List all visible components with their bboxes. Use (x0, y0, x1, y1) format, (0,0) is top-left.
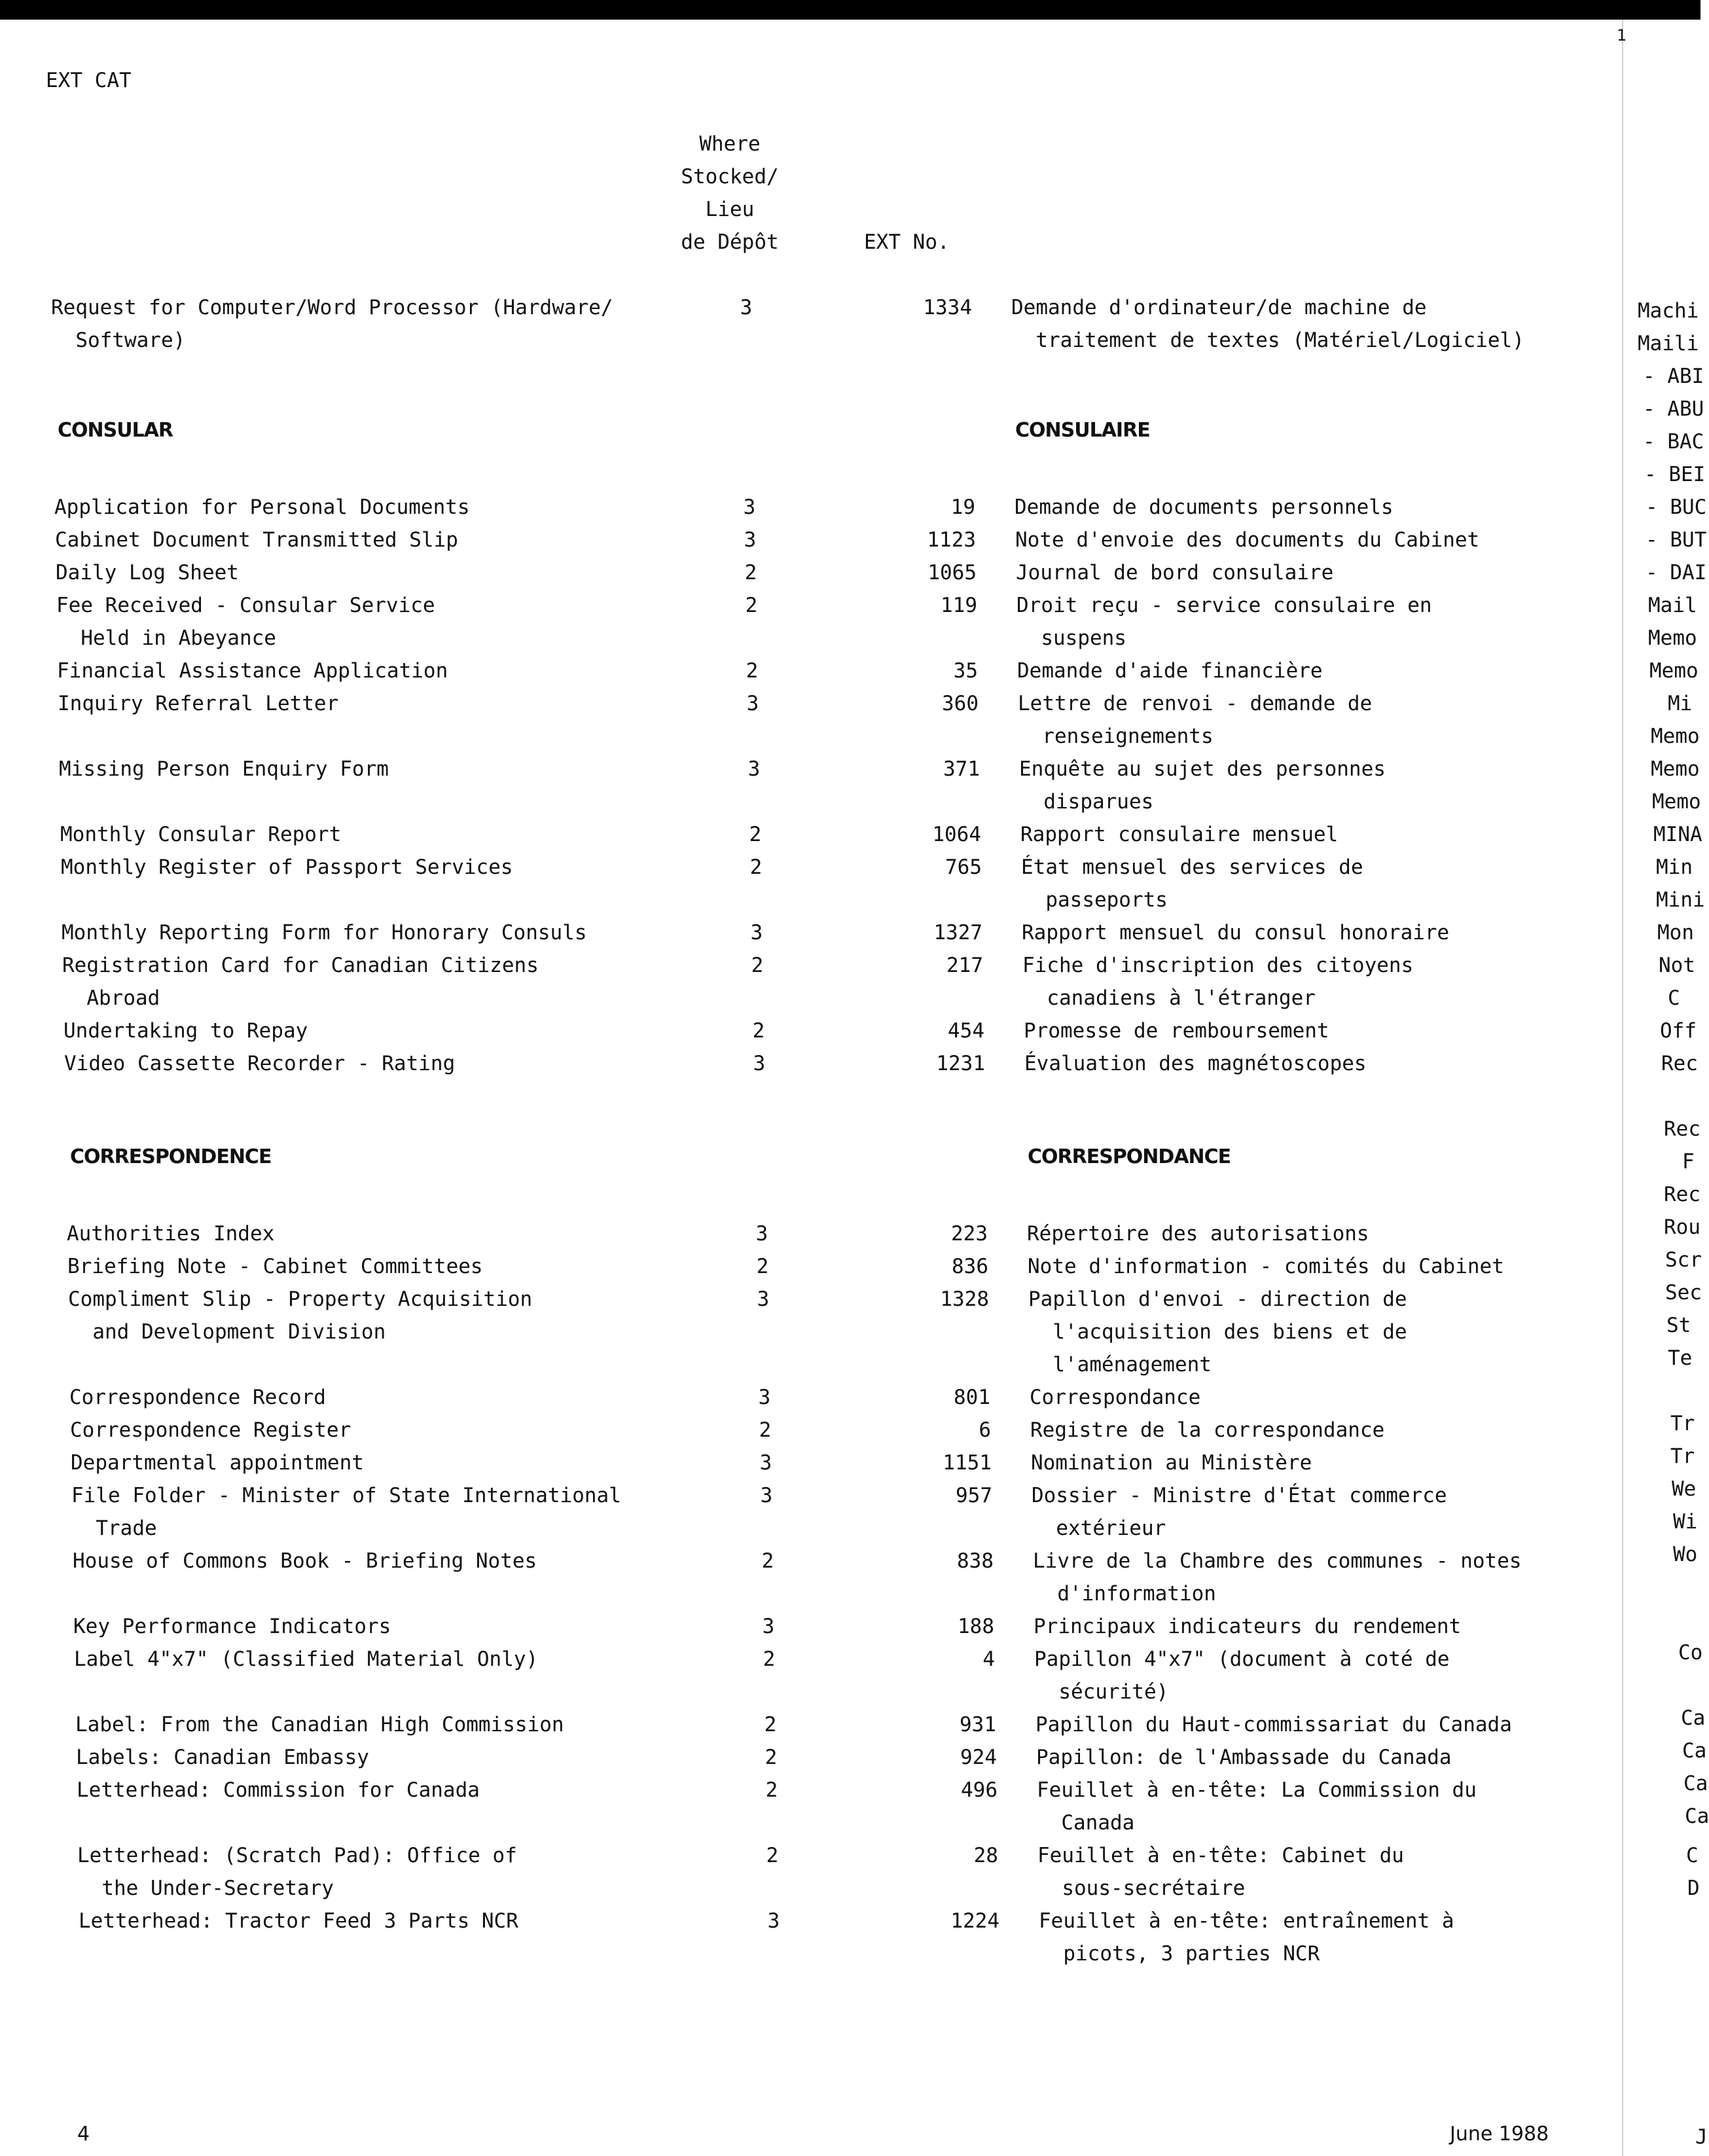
item-stock-location: 2 (759, 1418, 772, 1442)
item-stock-location: 2 (746, 659, 759, 683)
item-ext-number: 6 (979, 1418, 991, 1442)
cropped-text-fragment: C (1686, 1844, 1699, 1867)
item-stock-location: 3 (743, 495, 756, 519)
page-fold-line (1622, 20, 1623, 2156)
item-title-en: Departmental appointment (71, 1451, 364, 1475)
cropped-text-fragment: - DAI (1646, 561, 1707, 584)
item-ext-number: 371 (943, 757, 980, 781)
item-ext-number: 188 (958, 1615, 994, 1638)
item-stock-location: 3 (767, 1909, 780, 1933)
cropped-text-fragment: Ca (1685, 1805, 1709, 1828)
item-ext-number: 957 (956, 1484, 992, 1507)
item-stock-location: 2 (763, 1647, 776, 1671)
item-ext-number: 1231 (936, 1052, 985, 1075)
cropped-text-fragment: - ABU (1643, 397, 1704, 421)
item-title-fr: Demande de documents personnels (1015, 495, 1394, 519)
item-ext-number: 217 (946, 954, 983, 977)
item-title-fr: Lettre de renvoi - demande de renseignements (1018, 692, 1373, 748)
item-ext-number: 19 (950, 495, 975, 519)
cropped-text-fragment: St (1666, 1314, 1691, 1337)
item-ext-number: 28 (973, 1844, 998, 1867)
cropped-text-fragment: F (1682, 1150, 1695, 1174)
item-title-fr: Note d'information - comités du Cabinet (1028, 1255, 1504, 1278)
item-title-en: Undertaking to Repay (63, 1019, 308, 1043)
cropped-text-fragment: Sec (1665, 1281, 1702, 1304)
item-stock-location: 2 (744, 561, 757, 584)
cropped-text-fragment: Memo (1652, 790, 1701, 814)
item-stock-location: 3 (753, 1052, 766, 1075)
item-ext-number: 1224 (950, 1909, 999, 1933)
item-stock-location: 3 (759, 1451, 772, 1475)
cropped-text-fragment: - BEI (1644, 463, 1706, 486)
cropped-text-fragment: - ABI (1643, 365, 1704, 388)
item-stock-location: 2 (764, 1713, 777, 1736)
publication-date: June 1988 (1450, 2123, 1549, 2146)
cropped-text-fragment: We (1672, 1477, 1697, 1501)
section-heading-en: CORRESPONDENCE (70, 1145, 272, 1168)
cropped-text-fragment: Memo (1649, 659, 1699, 683)
item-ext-number: 35 (953, 659, 978, 683)
item-title-en: Monthly Reporting Form for Honorary Consuls (62, 921, 587, 944)
item-title-en: Labels: Canadian Embassy (76, 1746, 369, 1769)
cropped-text-fragment: Ca (1683, 1772, 1708, 1795)
item-title-en: Financial Assistance Application (57, 659, 448, 683)
item-title-fr: Journal de bord consulaire (1016, 561, 1334, 584)
item-title-en: Cabinet Document Transmitted Slip (55, 528, 458, 552)
cropped-text-fragment: Te (1668, 1346, 1693, 1370)
item-title-en: Key Performance Indicators (73, 1615, 391, 1638)
item-title-fr: Feuillet à en-tête: Cabinet du sous-secrétaire (1037, 1844, 1404, 1900)
item-stock-location: 3 (750, 921, 763, 944)
cropped-text-fragment: - BUC (1646, 495, 1707, 519)
item-ext-number: 4 (982, 1647, 995, 1671)
item-title-en: Daily Log Sheet (56, 561, 239, 584)
column-header-where-stocked: Where Stocked/ Lieu de Dépôt (681, 132, 779, 254)
cropped-text-fragment: Min (1656, 855, 1693, 879)
item-ext-number: 931 (960, 1713, 996, 1736)
item-title-en: Label 4"x7" (Classified Material Only) (74, 1647, 539, 1671)
item-title-fr: Enquête au sujet des personnes disparues (1019, 757, 1386, 814)
cropped-text-fragment: Mon (1657, 921, 1694, 944)
item-title-fr: Papillon d'envoi - direction de l'acquisition des biens et de l'aménagement (1028, 1287, 1407, 1376)
item-title-fr: Livre de la Chambre des communes - notes d'information (1033, 1549, 1522, 1606)
cropped-text-fragment: Wi (1673, 1510, 1698, 1534)
cropped-text-fragment: Ca (1681, 1706, 1706, 1730)
cropped-text-fragment: Tr (1670, 1445, 1695, 1468)
item-stock-location: 3 (762, 1615, 775, 1638)
item-title-fr: Répertoire des autorisations (1027, 1222, 1369, 1246)
item-ext-number: 801 (954, 1386, 990, 1409)
item-title-fr: Feuillet à en-tête: La Commission du Canada (1037, 1778, 1477, 1835)
item-ext-number: 496 (961, 1778, 998, 1802)
item-ext-number: 1151 (943, 1451, 992, 1475)
item-title-fr: Nomination au Ministère (1031, 1451, 1312, 1475)
page-number: 4 (77, 2123, 90, 2146)
cropped-text-fragment: Rec (1664, 1183, 1700, 1206)
cropped-text-fragment: Rou (1664, 1215, 1700, 1239)
item-title-en: Correspondence Record (69, 1386, 326, 1409)
item-title-en: Letterhead: (Scratch Pad): Office of the Under-Secretary (77, 1844, 517, 1900)
item-title-en: Request for Computer/Word Processor (Hardware/ Software) (51, 296, 613, 352)
cropped-text-fragment: Scr (1665, 1248, 1702, 1272)
item-stock-location: 2 (756, 1255, 769, 1278)
cropped-text-fragment: Not (1659, 954, 1695, 977)
item-ext-number: 119 (941, 594, 977, 617)
scan-top-border (0, 0, 1700, 20)
item-stock-location: 3 (744, 528, 757, 552)
cropped-text-fragment: Mi (1668, 692, 1693, 715)
item-ext-number: 838 (957, 1549, 994, 1573)
item-title-en: Monthly Consular Report (60, 823, 342, 846)
item-title-en: Inquiry Referral Letter (58, 692, 339, 715)
item-title-fr: État mensuel des services de passeports (1021, 855, 1363, 912)
item-ext-number: 1065 (927, 561, 977, 584)
item-title-fr: Évaluation des magnétoscopes (1024, 1052, 1367, 1075)
cropped-text-fragment: Memo (1648, 626, 1697, 650)
item-title-fr: Principaux indicateurs du rendement (1034, 1615, 1462, 1638)
item-stock-location: 3 (755, 1222, 768, 1246)
item-title-en: File Folder - Minister of State International Trade (71, 1484, 621, 1540)
item-stock-location: 2 (749, 823, 762, 846)
cropped-text-fragment: Memo (1651, 757, 1700, 781)
cropped-text-fragment: C (1668, 986, 1680, 1010)
item-title-fr: Rapport mensuel du consul honoraire (1022, 921, 1450, 944)
item-title-fr: Papillon du Haut-commissariat du Canada (1035, 1713, 1512, 1736)
item-title-en: Authorities Index (67, 1222, 275, 1246)
item-ext-number: 223 (951, 1222, 988, 1246)
item-stock-location: 2 (765, 1778, 778, 1802)
item-ext-number: 765 (945, 855, 982, 879)
item-stock-location: 2 (751, 954, 764, 977)
cropped-text-fragment: D (1687, 1877, 1700, 1900)
item-title-fr: Demande d'ordinateur/de machine de traitement de textes (Matériel/Logiciel) (1011, 296, 1524, 352)
item-title-fr: Promesse de remboursement (1024, 1019, 1329, 1043)
cropped-text-fragment: Memo (1651, 725, 1700, 748)
item-title-fr: Droit reçu - service consulaire en suspens (1016, 594, 1432, 650)
item-ext-number: 1327 (933, 921, 982, 944)
item-title-fr: Feuillet à en-tête: entraînement à picots, 3 parties NCR (1039, 1909, 1454, 1966)
item-stock-location: 3 (747, 757, 761, 781)
item-title-fr: Fiche d'inscription des citoyens canadiens à l'étranger (1022, 954, 1414, 1010)
section-heading-fr: CORRESPONDANCE (1028, 1145, 1231, 1168)
item-title-fr: Papillon 4"x7" (document à coté de sécurité) (1034, 1647, 1450, 1704)
cropped-text-fragment: Off (1660, 1019, 1697, 1043)
item-ext-number: 1064 (932, 823, 981, 846)
item-stock-location: 3 (758, 1386, 771, 1409)
item-title-en: Application for Personal Documents (54, 495, 470, 519)
column-header-ext-number: EXT No. (864, 230, 950, 254)
item-title-en: Correspondence Register (70, 1418, 351, 1442)
item-title-en: Letterhead: Tractor Feed 3 Parts NCR (79, 1909, 518, 1933)
item-ext-number: 1123 (927, 528, 976, 552)
item-title-fr: Rapport consulaire mensuel (1020, 823, 1339, 846)
item-title-fr: Registre de la correspondance (1030, 1418, 1385, 1442)
item-title-en: Letterhead: Commission for Canada (77, 1778, 480, 1802)
section-heading-fr: CONSULAIRE (1015, 419, 1150, 442)
item-title-en: Compliment Slip - Property Acquisition and Development Division (68, 1287, 533, 1344)
cropped-text-fragment: Mini (1656, 888, 1705, 912)
cropped-text-fragment: Rec (1661, 1052, 1698, 1075)
cropped-text-fragment: Mail (1648, 594, 1697, 617)
item-title-en: House of Commons Book - Briefing Notes (73, 1549, 537, 1573)
item-title-en: Missing Person Enquiry Form (59, 757, 389, 781)
item-stock-location: 3 (746, 692, 759, 715)
cropped-text-fragment: Machi (1638, 299, 1699, 323)
cropped-text-fragment: - BUT (1646, 528, 1707, 552)
item-ext-number: 1328 (940, 1287, 989, 1311)
item-title-fr: Dossier - Ministre d'État commerce extérieur (1032, 1484, 1447, 1540)
item-stock-location: 2 (745, 594, 758, 617)
item-stock-location: 2 (765, 1746, 778, 1769)
cropped-text-fragment: Wo (1673, 1543, 1698, 1566)
item-ext-number: 836 (952, 1255, 988, 1278)
item-stock-location: 3 (757, 1287, 770, 1311)
cropped-text-fragment: MINA (1653, 823, 1702, 846)
item-title-en: Registration Card for Canadian Citizens Abroad (62, 954, 539, 1010)
item-title-fr: Correspondance (1030, 1386, 1201, 1409)
section-heading-en: CONSULAR (58, 419, 173, 442)
item-title-en: Monthly Register of Passport Services (61, 855, 513, 879)
item-stock-location: 3 (740, 296, 753, 319)
item-stock-location: 2 (761, 1549, 774, 1573)
cropped-text-fragment: Rec (1664, 1117, 1700, 1141)
cropped-text-fragment: J (1695, 2125, 1708, 2149)
catalogue-code: EXT CAT (46, 69, 132, 92)
item-title-fr: Demande d'aide financière (1017, 659, 1323, 683)
item-title-en: Label: From the Canadian High Commission (75, 1713, 564, 1736)
item-ext-number: 1334 (923, 296, 972, 319)
item-title-en: Briefing Note - Cabinet Committees (67, 1255, 483, 1278)
item-ext-number: 924 (960, 1746, 997, 1769)
cropped-text-fragment: Maili (1638, 332, 1699, 355)
cropped-text-fragment: Tr (1670, 1412, 1695, 1435)
item-ext-number: 454 (948, 1019, 984, 1043)
item-stock-location: 3 (760, 1484, 773, 1507)
item-title-fr: Note d'envoie des documents du Cabinet (1015, 528, 1480, 552)
cropped-text-fragment: - BAC (1643, 430, 1704, 454)
item-stock-location: 2 (752, 1019, 765, 1043)
item-title-en: Video Cassette Recorder - Rating (64, 1052, 456, 1075)
cropped-text-fragment: Co (1678, 1641, 1703, 1664)
item-title-en: Fee Received - Consular Service Held in Abeyance (56, 594, 435, 650)
item-stock-location: 2 (749, 855, 763, 879)
cropped-text-fragment: Ca (1682, 1739, 1707, 1763)
item-ext-number: 360 (942, 692, 979, 715)
item-stock-location: 2 (766, 1844, 779, 1867)
item-title-fr: Papillon: de l'Ambassade du Canada (1036, 1746, 1452, 1769)
corner-mark: 1 (1617, 26, 1627, 45)
